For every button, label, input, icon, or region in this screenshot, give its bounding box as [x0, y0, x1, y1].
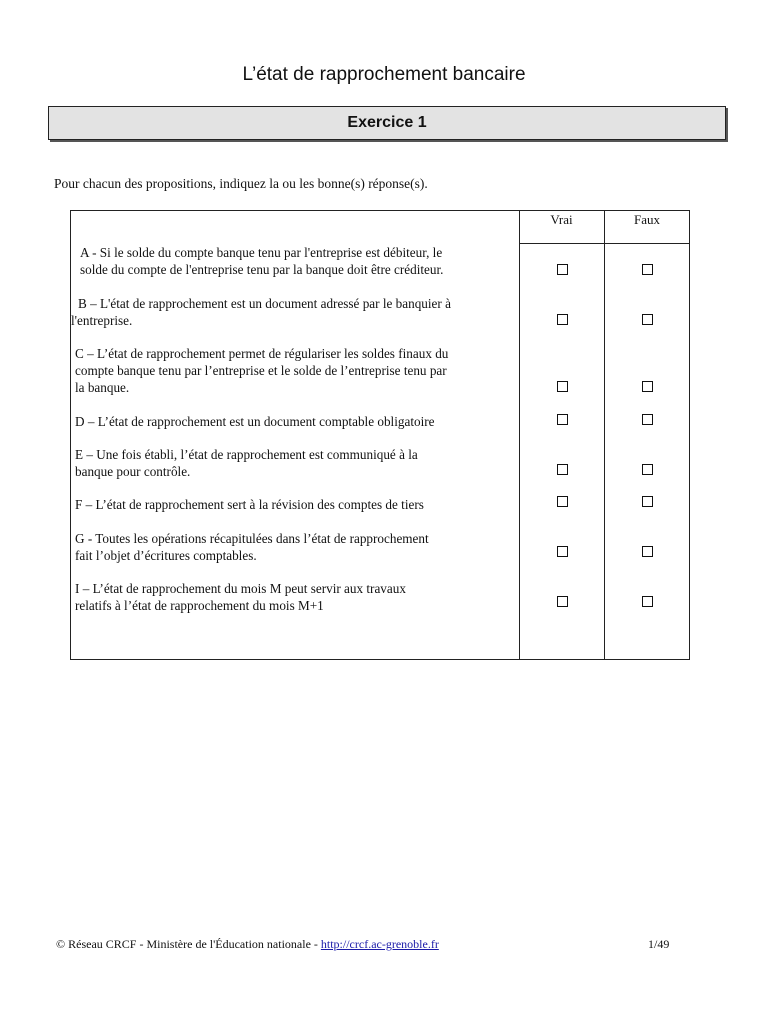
- question-text-line: E – Une fois établi, l’état de rapprochement est communiqué à la: [75, 447, 418, 462]
- page-number: 1/49: [648, 937, 670, 951]
- exercise-header-box: [48, 106, 726, 140]
- checkbox-e-faux[interactable]: [642, 464, 653, 475]
- checkbox-d-faux[interactable]: [642, 414, 653, 425]
- footer-link[interactable]: http://crcf.ac-grenoble.fr: [320, 937, 439, 951]
- document-title: L’état de rapprochement bancaire: [242, 64, 526, 85]
- checkbox-b-vrai[interactable]: [557, 314, 568, 325]
- question-c: [75, 345, 448, 396]
- checkbox-f-vrai[interactable]: [557, 496, 568, 507]
- question-text-line: C – L’état de rapprochement permet de régulariser les soldes finaux du: [75, 346, 449, 361]
- checkbox-i-faux[interactable]: [642, 596, 653, 607]
- question-d: [75, 413, 435, 430]
- question-e: [75, 446, 418, 480]
- column-header-vrai: Vrai: [550, 212, 573, 227]
- question-g: [75, 530, 429, 564]
- question-f: [75, 496, 424, 513]
- checkbox-a-vrai[interactable]: [557, 264, 568, 275]
- checkbox-d-vrai[interactable]: [557, 414, 568, 425]
- checkbox-b-faux[interactable]: [642, 314, 653, 325]
- question-text-line: l'entreprise.: [71, 313, 133, 328]
- question-b: [71, 295, 451, 329]
- question-text-line: F – L’état de rapprochement sert à la révision des comptes de tiers: [75, 497, 424, 512]
- question-text-line: fait l’objet d’écritures comptables.: [75, 548, 257, 563]
- instruction-text: Pour chacun des propositions, indiquez la ou les bonne(s) réponse(s).: [54, 176, 428, 191]
- question-table: [70, 210, 690, 660]
- checkbox-e-vrai[interactable]: [557, 464, 568, 475]
- checkbox-g-faux[interactable]: [642, 546, 653, 557]
- checkbox-f-faux[interactable]: [642, 496, 653, 507]
- checkbox-c-faux[interactable]: [642, 381, 653, 392]
- footer-copyright-text: © Réseau CRCF - Ministère de l'Éducation nationale -: [56, 937, 321, 951]
- checkbox-g-vrai[interactable]: [557, 546, 568, 557]
- exercise-label: Exercice 1: [347, 114, 427, 131]
- question-i: [75, 580, 406, 614]
- checkbox-a-faux[interactable]: [642, 264, 653, 275]
- table-header-divider: [519, 243, 689, 244]
- question-text-line: G - Toutes les opérations récapitulées dans l’état de rapprochement: [75, 531, 429, 546]
- column-header-faux: Faux: [634, 212, 660, 227]
- question-text-line: banque pour contrôle.: [75, 464, 191, 479]
- question-text-line: solde du compte de l'entreprise tenu par la banque doit être créditeur.: [80, 262, 444, 277]
- checkbox-c-vrai[interactable]: [557, 381, 568, 392]
- checkbox-i-vrai[interactable]: [557, 596, 568, 607]
- question-text-line: relatifs à l’état de rapprochement du mois M+1: [75, 598, 324, 613]
- question-text-line: A - Si le solde du compte banque tenu par l'entreprise est débiteur, le: [80, 245, 443, 260]
- question-text-line: B – L'état de rapprochement est un document adressé par le banquier à: [78, 296, 451, 311]
- question-text-line: I – L’état de rapprochement du mois M peut servir aux travaux: [75, 581, 406, 596]
- footer-copyright: [56, 937, 439, 952]
- question-a: [80, 244, 443, 278]
- question-text-line: la banque.: [75, 380, 130, 395]
- table-divider-faux: [604, 211, 605, 659]
- question-text-line: D – L’état de rapprochement est un document comptable obligatoire: [75, 414, 435, 429]
- question-text-line: compte banque tenu par l’entreprise et le solde de l’entreprise tenu par: [75, 363, 447, 378]
- table-divider-vrai: [519, 211, 520, 659]
